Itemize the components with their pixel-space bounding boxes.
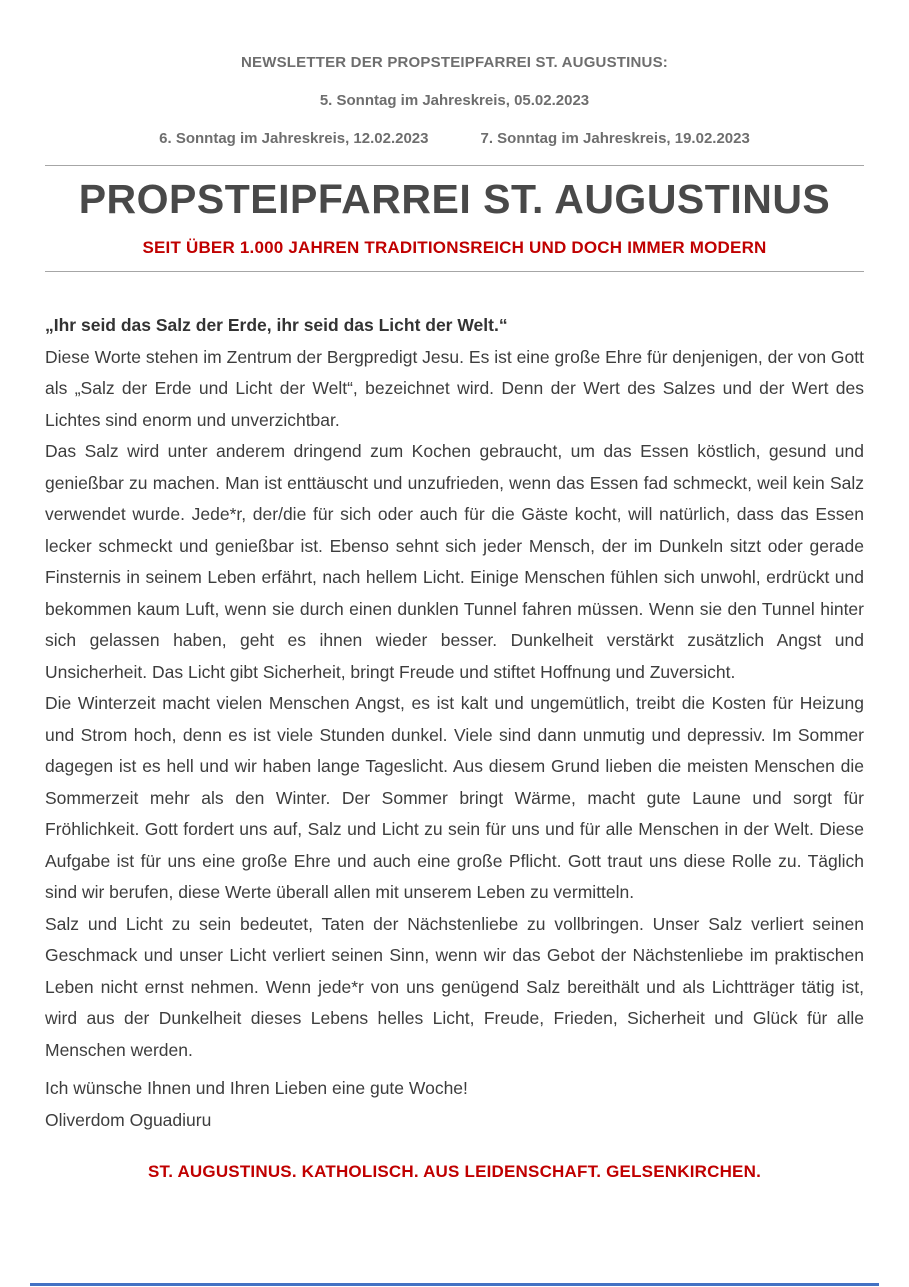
body-paragraph-1: Diese Worte stehen im Zentrum der Bergpredigt Jesu. Es ist eine große Ehre für denjenigen, der von Gott als „Salz der Erde und Licht der Welt“, bezeichnet wird. Denn der Wert des Salzes und der Wert des Lichtes sind enorm und unverzichtbar. xyxy=(45,346,864,430)
newsletter-heading: NEWSLETTER DER PROPSTEIPFARREI ST. AUGUSTINUS: xyxy=(240,54,668,71)
lead-quote: „Ihr seid das Salz der Erde, ihr seid das Licht der Welt.“ xyxy=(45,315,508,336)
divider-masthead xyxy=(45,271,864,272)
masthead-slogan: SEIT ÜBER 1.000 JAHREN TRADITIONSREICH UND DOCH IMMER MODERN xyxy=(142,238,767,258)
newsletter-header xyxy=(45,54,864,147)
bottom-blue-rule xyxy=(30,1283,879,1286)
header-sundays-row xyxy=(45,130,864,147)
divider-top xyxy=(45,165,864,166)
page-title: PROPSTEIPFARREI ST. AUGUSTINUS xyxy=(78,176,831,222)
body-paragraph-4: Salz und Licht zu sein bedeutet, Taten der Nächstenliebe zu vollbringen. Unser Salz verliert seinen Geschmack und unser Licht verliert seinen Sinn, wenn wir das Gebot der Nächstenliebe im praktischen Leben nicht ernst nehmen. Wenn jede*r von uns genügend Salz bereithält und als Lichtträger tätig ist, wird aus der Dunkelheit dieses Lebens helles Licht, Freude, Frieden, Sicherheit und Glück für alle Menschen werden. xyxy=(45,913,864,1060)
closing-line: Ich wünsche Ihnen und Ihren Lieben eine gute Woche! xyxy=(45,1078,468,1099)
body-paragraph-3: Die Winterzeit macht vielen Menschen Angst, es ist kalt und ungemütlich, treibt die Kosten für Heizung und Strom hoch, denn es ist viele Stunden dunkel. Viele sind dann unmutig und depressiv. Im Sommer dagegen ist es hell und wir haben lange Tageslicht. Aus diesem Grund lieben die meisten Menschen die Sommerzeit mehr als den Winter. Der Sommer bringt Wärme, macht gute Laune und sorgt für Fröhlichkeit. Gott fordert uns auf, Salz und Licht zu sein für uns und für alle Menschen in der Welt. Diese Aufgabe ist für uns eine große Ehre und auch eine große Pflicht. Gott traut uns diese Rolle zu. Täglich sind wir berufen, diese Werte überall allen mit unserem Leben zu vermitteln. xyxy=(45,693,864,903)
footer-slogan: ST. AUGUSTINUS. KATHOLISCH. AUS LEIDENSCHAFT. GELSENKIRCHEN. xyxy=(147,1162,761,1182)
masthead xyxy=(45,176,864,258)
body-paragraph-2: Das Salz wird unter anderem dringend zum Kochen gebraucht, um das Essen köstlich, gesund und genießbar zu machen. Man ist enttäuscht und unzufrieden, wenn das Essen fad schmeckt, weil kein Salz verwendet wurde. Jede*r, der/die für sich oder auch für die Gäste kocht, will natürlich, dass das Essen lecker schmeckt und genießbar ist. Ebenso sehnt sich jeder Mensch, der im Dunkeln sitzt oder gerade Finsternis in seinem Leben erfährt, nach hellem Licht. Einige Menschen fühlen sich unwohl, erdrückt und bekommen kaum Luft, wenn sie durch einen dunklen Tunnel fahren müssen. Wenn sie den Tunnel hinter sich gelassen haben, geht es ihnen wieder besser. Dunkelheit verstärkt zusätzlich Angst und Unsicherheit. Das Licht gibt Sicherheit, bringt Freude und stiftet Hoffnung und Zuversicht. xyxy=(45,441,864,682)
signature-line: Oliverdom Oguadiuru xyxy=(45,1109,212,1130)
header-sunday-3: 7. Sonntag im Jahreskreis, 19.02.2023 xyxy=(480,130,750,147)
header-sunday-2: 6. Sonntag im Jahreskreis, 12.02.2023 xyxy=(159,130,429,147)
header-sunday-1: 5. Sonntag im Jahreskreis, 05.02.2023 xyxy=(319,92,590,109)
article-body xyxy=(45,310,864,1136)
